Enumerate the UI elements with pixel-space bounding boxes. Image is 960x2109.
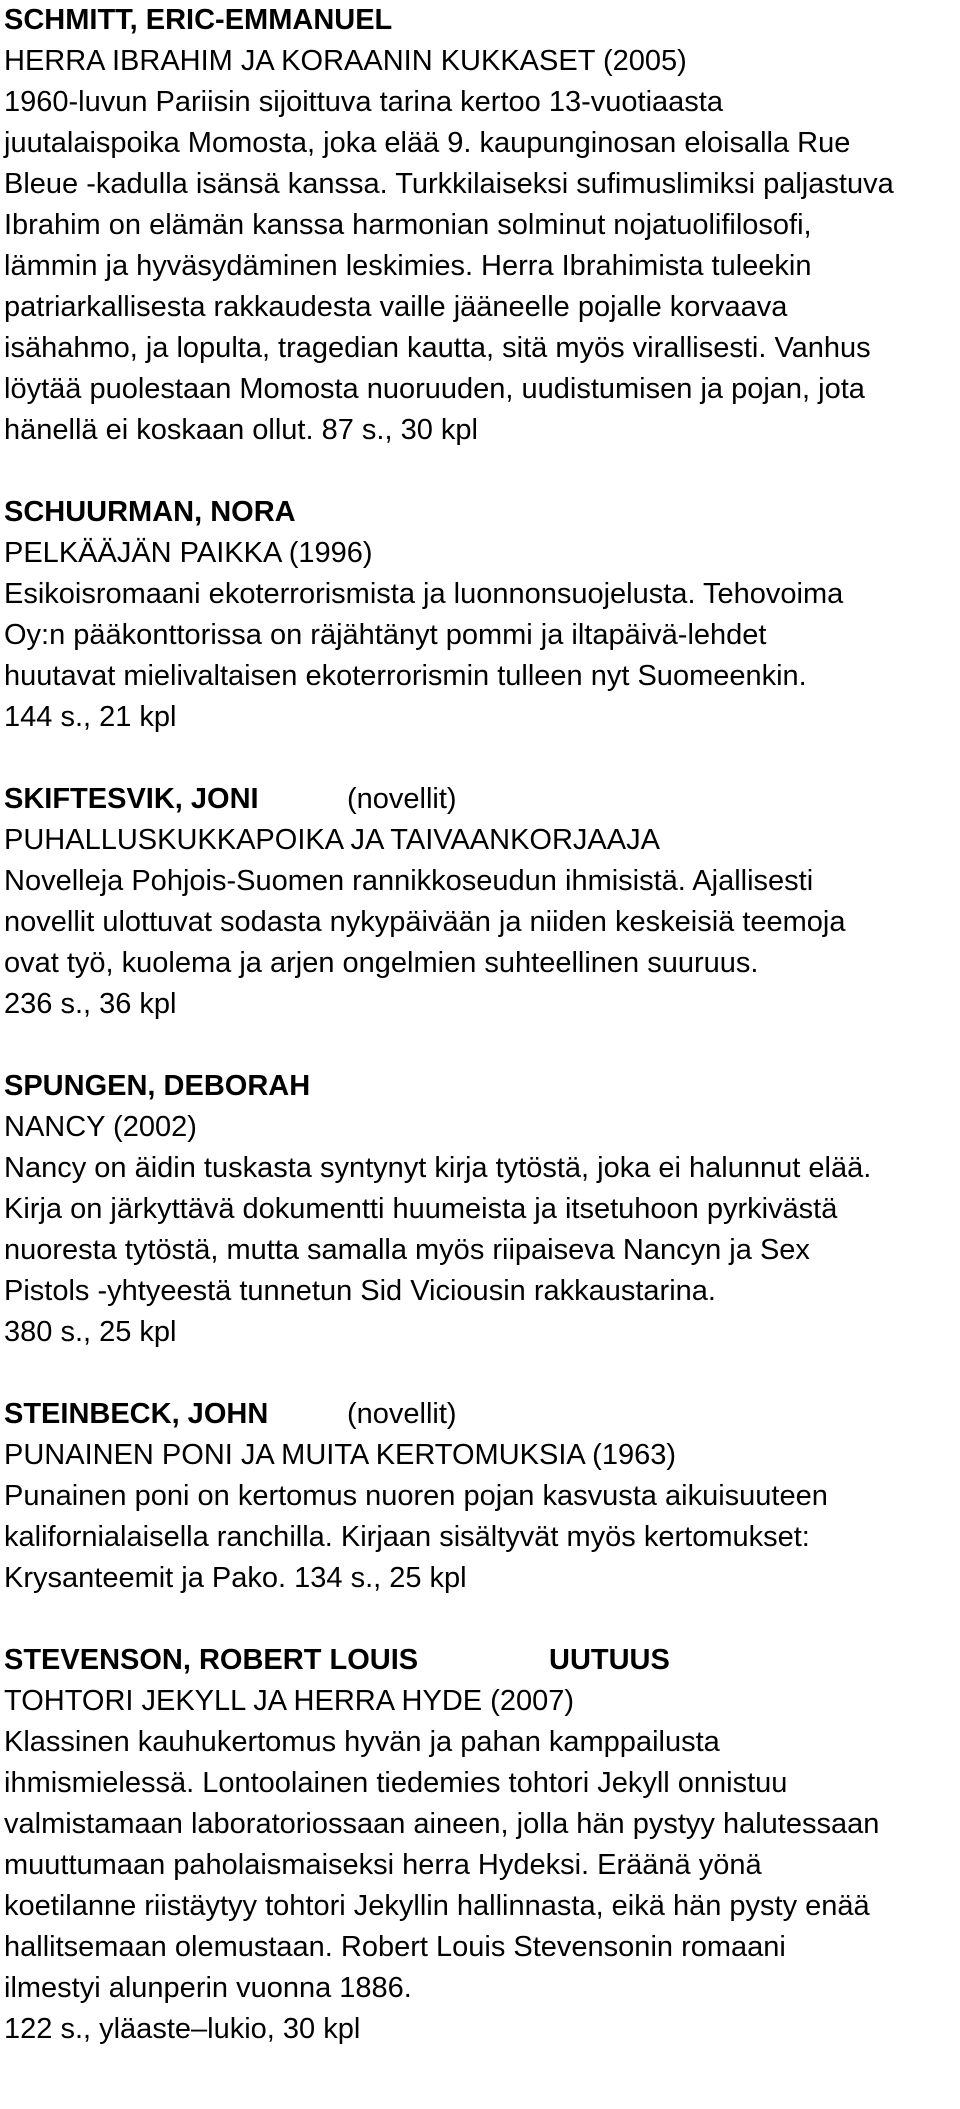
- description-line: isähahmo, ja lopulta, tragedian kautta, sitä myös virallisesti. Vanhus: [4, 332, 871, 364]
- author-name: [4, 779, 956, 820]
- entry-spacer: [4, 1599, 956, 1640]
- new-release-badge: UUTUUS: [549, 1644, 670, 1676]
- author-name-text: SKIFTESVIK, JONI: [4, 783, 259, 815]
- entry-spacer: [4, 1353, 956, 1394]
- book-title: PUHALLUSKUKKAPOIKA JA TAIVAANKORJAAJA: [4, 824, 660, 856]
- description-line: 380 s., 25 kpl: [4, 1316, 177, 1348]
- description-line: Krysanteemit ja Pako. 134 s., 25 kpl: [4, 1562, 467, 1594]
- description-line: löytää puolestaan Momosta nuoruuden, uudistumisen ja pojan, jota: [4, 373, 865, 405]
- description-line: Punainen poni on kertomus nuoren pojan kasvusta aikuisuuteen: [4, 1480, 828, 1512]
- book-title: HERRA IBRAHIM JA KORAANIN KUKKASET (2005): [4, 45, 687, 77]
- description-line: ihmismielessä. Lontoolainen tiedemies tohtori Jekyll onnistuu: [4, 1767, 788, 1799]
- description-line: Esikoisromaani ekoterrorismista ja luonnonsuojelusta. Tehovoima: [4, 578, 844, 610]
- description-line: lämmin ja hyväsydäminen leskimies. Herra Ibrahimista tuleekin: [4, 250, 812, 282]
- author-name-text: SCHMITT, ERIC-EMMANUEL: [4, 4, 393, 36]
- description-line: hänellä ei koskaan ollut. 87 s., 30 kpl: [4, 414, 478, 446]
- book-entry-schmitt: [4, 0, 956, 451]
- description-line: huutavat mielivaltaisen ekoterrorismin tulleen nyt Suomeenkin.: [4, 660, 807, 692]
- description-line: Ibrahim on elämän kanssa harmonian solminut nojatuolifilosofi,: [4, 209, 812, 241]
- description-line: koetilanne riistäytyy tohtori Jekyllin hallinnasta, eikä hän pysty enää: [4, 1890, 870, 1922]
- description-line: 144 s., 21 kpl: [4, 701, 177, 733]
- book-title: PELKÄÄJÄN PAIKKA (1996): [4, 537, 373, 569]
- description-line: nuoresta tytöstä, mutta samalla myös riipaiseva Nancyn ja Sex: [4, 1234, 810, 1266]
- description-line: Kirja on järkyttävä dokumentti huumeista ja itsetuhoon pyrkivästä: [4, 1193, 838, 1225]
- genre-tag: (novellit): [347, 783, 457, 815]
- entry-spacer: [4, 738, 956, 779]
- author-name: [4, 1066, 956, 1107]
- description-line: 236 s., 36 kpl: [4, 988, 177, 1020]
- description-line: Bleue -kadulla isänsä kanssa. Turkkilaiseksi sufimuslimiksi paljastuva: [4, 168, 894, 200]
- description-line: juutalaispoika Momosta, joka elää 9. kaupunginosan eloisalla Rue: [4, 127, 851, 159]
- book-title: NANCY (2002): [4, 1111, 197, 1143]
- author-name-text: STEINBECK, JOHN: [4, 1398, 269, 1430]
- author-name-text: SCHUURMAN, NORA: [4, 496, 296, 528]
- entry-spacer: [4, 1025, 956, 1066]
- book-title: PUNAINEN PONI JA MUITA KERTOMUKSIA (1963): [4, 1439, 677, 1471]
- description-line: valmistamaan laboratoriossaan aineen, jolla hän pystyy halutessaan: [4, 1808, 880, 1840]
- description-line: Pistols -yhtyeestä tunnetun Sid Viciousin rakkaustarina.: [4, 1275, 716, 1307]
- description-line: patriarkallisesta rakkaudesta vaille jääneelle pojalle korvaava: [4, 291, 788, 323]
- description-line: 1960-luvun Pariisin sijoittuva tarina kertoo 13-vuotiaasta: [4, 86, 723, 118]
- author-name: [4, 492, 956, 533]
- author-name: [4, 0, 956, 41]
- description-line: Nancy on äidin tuskasta syntynyt kirja tytöstä, joka ei halunnut elää.: [4, 1152, 872, 1184]
- description-line: Oy:n pääkonttorissa on räjähtänyt pommi ja iltapäivä-lehdet: [4, 619, 767, 651]
- description-line: kalifornialaisella ranchilla. Kirjaan sisältyvät myös kertomukset:: [4, 1521, 810, 1553]
- description-line: ilmestyi alunperin vuonna 1886.: [4, 1972, 412, 2004]
- author-name-text: SPUNGEN, DEBORAH: [4, 1070, 311, 1102]
- book-title: TOHTORI JEKYLL JA HERRA HYDE (2007): [4, 1685, 574, 1717]
- author-name: [4, 1394, 956, 1435]
- description-line: muuttumaan paholaismaiseksi herra Hydeksi. Eräänä yönä: [4, 1849, 762, 1881]
- book-entry-stevenson: [4, 1640, 956, 2050]
- description-line: Novelleja Pohjois-Suomen rannikkoseudun ihmisistä. Ajallisesti: [4, 865, 814, 897]
- book-entry-steinbeck: [4, 1394, 956, 1599]
- book-list: [4, 0, 956, 2050]
- book-entry-schuurman: [4, 492, 956, 738]
- author-name: [4, 1640, 956, 1681]
- description-line: ovat työ, kuolema ja arjen ongelmien suhteellinen suuruus.: [4, 947, 759, 979]
- author-name-text: STEVENSON, ROBERT LOUIS: [4, 1644, 419, 1676]
- entry-spacer: [4, 451, 956, 492]
- description-line: 122 s., yläaste–lukio, 30 kpl: [4, 2013, 361, 2045]
- book-entry-skiftesvik: [4, 779, 956, 1025]
- genre-tag: (novellit): [347, 1398, 457, 1430]
- book-entry-spungen: [4, 1066, 956, 1353]
- description-line: Klassinen kauhukertomus hyvän ja pahan kamppailusta: [4, 1726, 720, 1758]
- description-line: hallitsemaan olemustaan. Robert Louis Stevensonin romaani: [4, 1931, 786, 1963]
- description-line: novellit ulottuvat sodasta nykypäivään ja niiden keskeisiä teemoja: [4, 906, 846, 938]
